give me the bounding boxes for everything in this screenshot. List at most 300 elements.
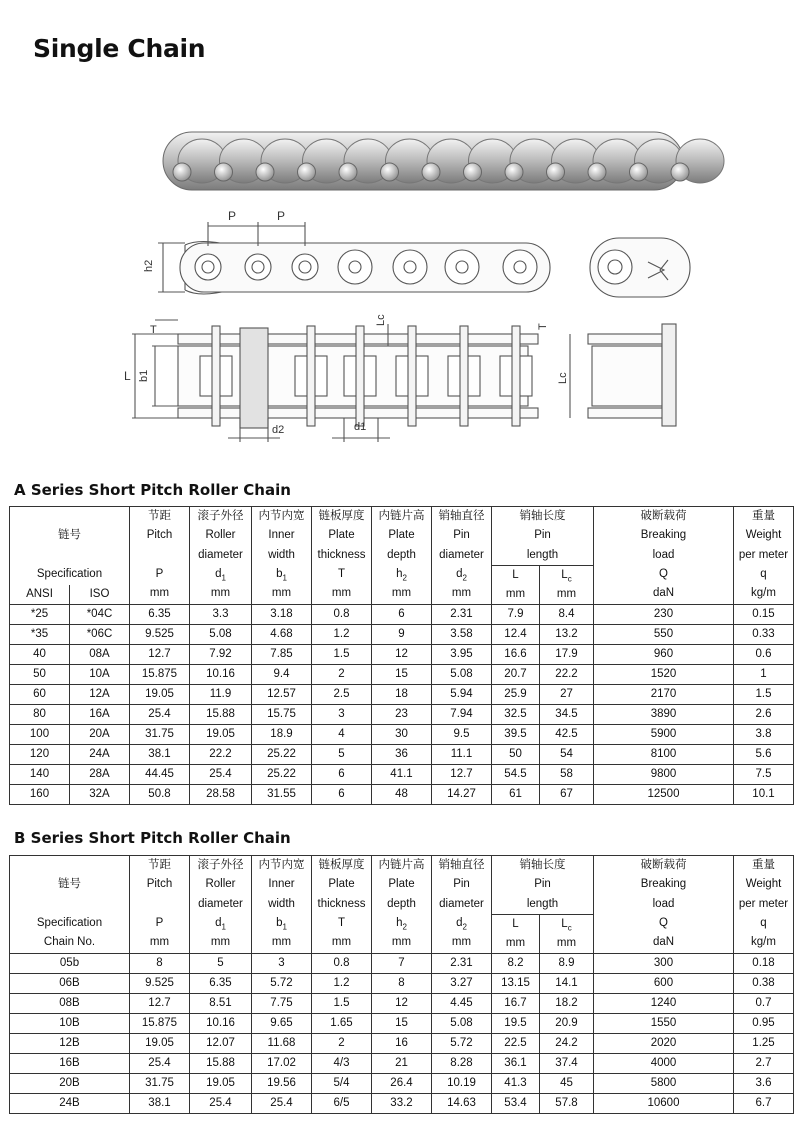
table-row — [10, 1034, 794, 1054]
table-cell: 140 — [10, 765, 70, 785]
header-load-sym: Q — [659, 567, 668, 580]
header-Lc-unit: mm — [556, 937, 577, 950]
header-col-en2: depth — [387, 548, 416, 561]
table-cell: 0.95 — [734, 1014, 794, 1034]
table-cell: 15.875 — [130, 1014, 190, 1034]
table-cell: 1.2 — [312, 625, 372, 645]
header-col-unit: mm — [210, 936, 231, 949]
header-col-4 — [372, 856, 432, 954]
header-col-en2: depth — [387, 897, 416, 910]
table-cell: 2.31 — [432, 954, 492, 974]
table-cell: 33.2 — [372, 1094, 432, 1114]
header-Lc-sym: $L_c$ — [561, 917, 572, 933]
side-pin — [456, 261, 468, 273]
table-cell: 9.525 — [130, 625, 190, 645]
table-cell: 20A — [70, 725, 130, 745]
table-cell: 1 — [734, 665, 794, 685]
header-col-en1: Plate — [328, 529, 355, 542]
table-cell: 34.5 — [540, 705, 594, 725]
header-chain-no: Chain No. — [43, 936, 96, 949]
table-cell: 08A — [70, 645, 130, 665]
table-cell: 2.6 — [734, 705, 794, 725]
header-load-sym: Q — [659, 916, 668, 929]
table-cell: 0.33 — [734, 625, 794, 645]
table-row — [10, 954, 794, 974]
header-col-en1: Inner — [268, 529, 295, 542]
side-pin — [202, 261, 214, 273]
pitch-label-2: P — [277, 209, 286, 223]
table-cell: 5.08 — [432, 665, 492, 685]
header-Lc-unit: mm — [556, 588, 577, 601]
table-cell: 17.9 — [540, 645, 594, 665]
header-weight-sym: q — [760, 567, 767, 580]
table-cell: 26.4 — [372, 1074, 432, 1094]
table-cell: 20B — [10, 1074, 130, 1094]
chain-pin — [422, 163, 440, 181]
header-col-unit: mm — [391, 587, 412, 600]
table-cell: 9.5 — [432, 725, 492, 745]
header-pin-en2: length — [526, 548, 559, 561]
table-cell: 61 — [492, 785, 540, 805]
table-cell: 2 — [312, 665, 372, 685]
table-cell: 8.9 — [540, 954, 594, 974]
table-cell: 44.45 — [130, 765, 190, 785]
table-cell: 15.75 — [252, 705, 312, 725]
table-row — [10, 974, 794, 994]
table-cell: 12.7 — [130, 994, 190, 1014]
table-cell: 10B — [10, 1014, 130, 1034]
table-cell: 31.75 — [130, 1074, 190, 1094]
header-col-cn: 链板厚度 — [318, 859, 365, 871]
table-cell: 25.4 — [190, 765, 252, 785]
table-cell: 23 — [372, 705, 432, 725]
table-cell: 9.4 — [252, 665, 312, 685]
header-col-en2: diameter — [439, 897, 484, 910]
table-cell: 30 — [372, 725, 432, 745]
header-col-en2 — [130, 546, 189, 565]
table-cell: 8.28 — [432, 1054, 492, 1074]
table-cell: 24B — [10, 1094, 130, 1114]
page-title: Single Chain — [33, 34, 206, 63]
header-col-unit: mm — [331, 936, 352, 949]
chain-pin — [588, 163, 606, 181]
table-cell: 3 — [252, 954, 312, 974]
table-cell: 16.6 — [492, 645, 540, 665]
table-cell: 4 — [312, 725, 372, 745]
top-pin — [212, 326, 220, 426]
table-cell: 1550 — [594, 1014, 734, 1034]
table-cell: 15.88 — [190, 705, 252, 725]
header-col-en2: width — [268, 897, 295, 910]
b1-label: b1 — [138, 369, 150, 382]
t-right-label: T — [537, 323, 549, 330]
header-col-en1: Inner — [268, 878, 295, 891]
table-cell: 25.4 — [130, 1054, 190, 1074]
table-cell: *04C — [70, 605, 130, 625]
table-cell: 19.5 — [492, 1014, 540, 1034]
table-cell: 32.5 — [492, 705, 540, 725]
header-col-cn: 滚子外径 — [197, 510, 244, 522]
table-cell: 12 — [372, 645, 432, 665]
table-cell: 25.22 — [252, 765, 312, 785]
table-cell: 24A — [70, 745, 130, 765]
table-cell: 7.9 — [492, 605, 540, 625]
table-row — [10, 725, 794, 745]
table-cell: 50 — [492, 745, 540, 765]
chain-pin — [464, 163, 482, 181]
table-cell: 7.5 — [734, 765, 794, 785]
table-cell: 1520 — [594, 665, 734, 685]
chain-diagram — [0, 120, 800, 450]
header-col-sym: $d_1$ — [215, 916, 226, 932]
table-cell: 3 — [312, 705, 372, 725]
header-weight-en1: Weight — [745, 529, 782, 542]
table-cell: 50 — [10, 665, 70, 685]
header-col-5 — [432, 507, 492, 605]
header-col-2 — [252, 856, 312, 954]
table-cell: 7.92 — [190, 645, 252, 665]
header-col-sym: $d_2$ — [456, 916, 467, 932]
table-cell: 120 — [10, 745, 70, 765]
table-row — [10, 994, 794, 1014]
table-cell: 10.16 — [190, 665, 252, 685]
table-cell: 41.3 — [492, 1074, 540, 1094]
table-cell: 39.5 — [492, 725, 540, 745]
table-cell: *25 — [10, 605, 70, 625]
top-pin — [460, 326, 468, 426]
table-row — [10, 745, 794, 765]
header-col-3 — [312, 507, 372, 605]
header-col-sym: P — [155, 567, 164, 580]
table-cell: 10600 — [594, 1094, 734, 1114]
header-code — [10, 856, 130, 954]
table-cell: 12.57 — [252, 685, 312, 705]
side-pin — [252, 261, 264, 273]
header-col-cn: 销轴直径 — [438, 510, 485, 522]
table-cell: 1.5 — [734, 685, 794, 705]
table-cell: *06C — [70, 625, 130, 645]
header-L-unit: mm — [505, 937, 526, 950]
table-cell: 9.525 — [130, 974, 190, 994]
table-cell: 19.56 — [252, 1074, 312, 1094]
header-pin-length — [492, 507, 594, 566]
table-row — [10, 785, 794, 805]
header-col-unit: mm — [451, 587, 472, 600]
table-cell: 22.2 — [190, 745, 252, 765]
table-cell: 8100 — [594, 745, 734, 765]
table-cell: 8 — [372, 974, 432, 994]
table-cell: 32A — [70, 785, 130, 805]
table-cell: 12B — [10, 1034, 130, 1054]
table-cell: 18 — [372, 685, 432, 705]
header-col-3 — [312, 856, 372, 954]
header-load-en2: load — [652, 548, 675, 561]
table-cell: 12 — [372, 994, 432, 1014]
header-col-en2: thickness — [317, 897, 366, 910]
table-cell: 3890 — [594, 705, 734, 725]
header-weight-sym: q — [760, 916, 767, 929]
table-cell: 3.18 — [252, 605, 312, 625]
header-col-en2: diameter — [198, 897, 243, 910]
table-row — [10, 665, 794, 685]
header-col-en1: Roller — [205, 878, 236, 891]
table-row — [10, 1074, 794, 1094]
header-code — [10, 507, 130, 586]
table-cell: 9 — [372, 625, 432, 645]
table-row — [10, 1094, 794, 1114]
table-cell: 60 — [10, 685, 70, 705]
chain-pin — [547, 163, 565, 181]
header-col-en2 — [130, 895, 189, 914]
header-code-cn: 链号 — [58, 878, 81, 891]
table-cell: 2170 — [594, 685, 734, 705]
header-pin-en2: length — [526, 897, 559, 910]
top-pin — [512, 326, 520, 426]
table-cell: 54.5 — [492, 765, 540, 785]
header-col-4 — [372, 507, 432, 605]
table-cell: 13.2 — [540, 625, 594, 645]
table-cell: 1.2 — [312, 974, 372, 994]
header-load-cn: 破断载荷 — [640, 859, 687, 871]
header-col-cn: 链板厚度 — [318, 510, 365, 522]
table-cell: 12500 — [594, 785, 734, 805]
header-col-en1: Plate — [388, 529, 415, 542]
table-cell: 12A — [70, 685, 130, 705]
header-col-unit: mm — [149, 587, 170, 600]
table-cell: 28A — [70, 765, 130, 785]
table-cell: 7.75 — [252, 994, 312, 1014]
table-row — [10, 705, 794, 725]
table-cell: 3.95 — [432, 645, 492, 665]
chain-pin — [256, 163, 274, 181]
header-L — [492, 914, 540, 954]
side-pin — [349, 261, 361, 273]
header-col-unit: mm — [149, 936, 170, 949]
table-cell: 15.875 — [130, 665, 190, 685]
header-blank-2 — [10, 546, 129, 565]
header-load-en1: Breaking — [640, 878, 687, 891]
table-cell: 13.15 — [492, 974, 540, 994]
table-cell: 8.4 — [540, 605, 594, 625]
d1-label: d1 — [354, 421, 367, 433]
header-col-sym: $b_1$ — [276, 567, 287, 583]
table-cell: 8 — [130, 954, 190, 974]
table-cell: 5800 — [594, 1074, 734, 1094]
table-b-series — [9, 855, 794, 1114]
table-cell: 40 — [10, 645, 70, 665]
table-cell: 5 — [312, 745, 372, 765]
header-col-unit: mm — [331, 587, 352, 600]
header-L — [492, 565, 540, 605]
table-cell: 12.07 — [190, 1034, 252, 1054]
table-cell: 3.58 — [432, 625, 492, 645]
table-cell: 27 — [540, 685, 594, 705]
table-cell: 12.7 — [432, 765, 492, 785]
header-L-sym: L — [512, 568, 519, 581]
header-weight-en2: per meter — [738, 548, 789, 561]
header-col-en1: Pin — [453, 529, 470, 542]
header-load-en2: load — [652, 897, 675, 910]
header-col-sym: $h_2$ — [396, 567, 407, 583]
header-col-unit: mm — [210, 587, 231, 600]
header-col-0 — [130, 507, 190, 605]
table-cell: 1240 — [594, 994, 734, 1014]
header-pin-en1: Pin — [534, 529, 551, 542]
table-cell: 16 — [372, 1034, 432, 1054]
header-col-cn: 内链片高 — [378, 510, 425, 522]
table-cell: 19.05 — [190, 725, 252, 745]
chain-pin — [671, 163, 689, 181]
table-cell: 2.5 — [312, 685, 372, 705]
header-col-sym: $b_1$ — [276, 916, 287, 932]
header-ansi: ANSI — [10, 585, 70, 605]
table-cell: 0.8 — [312, 605, 372, 625]
table-cell: 6.35 — [190, 974, 252, 994]
table-cell: 15.88 — [190, 1054, 252, 1074]
table-cell: 3.3 — [190, 605, 252, 625]
table-cell: 18.2 — [540, 994, 594, 1014]
table-cell: *35 — [10, 625, 70, 645]
table-cell: 16A — [70, 705, 130, 725]
table-cell: 14.1 — [540, 974, 594, 994]
table-cell: 19.05 — [130, 1034, 190, 1054]
header-load-unit: daN — [652, 936, 675, 949]
table-cell: 6.35 — [130, 605, 190, 625]
table-cell: 5900 — [594, 725, 734, 745]
header-col-cn: 内节内宽 — [258, 510, 305, 522]
header-col-en2: diameter — [198, 548, 243, 561]
table-cell: 4000 — [594, 1054, 734, 1074]
header-col-en1: Plate — [388, 878, 415, 891]
chain-pin — [215, 163, 233, 181]
header-iso: ISO — [70, 585, 130, 605]
header-weight-en1: Weight — [745, 878, 782, 891]
header-col-cn: 内节内宽 — [258, 859, 305, 871]
header-weight-unit: kg/m — [751, 587, 776, 600]
table-cell: 5.08 — [432, 1014, 492, 1034]
section-a-title: A Series Short Pitch Roller Chain — [14, 481, 291, 499]
table-cell: 19.05 — [190, 1074, 252, 1094]
table-cell: 14.63 — [432, 1094, 492, 1114]
table-cell: 2.7 — [734, 1054, 794, 1074]
table-cell: 5.72 — [432, 1034, 492, 1054]
table-cell: 38.1 — [130, 745, 190, 765]
table-cell: 24.2 — [540, 1034, 594, 1054]
header-col-unit: mm — [391, 936, 412, 949]
t-left-label: T — [150, 324, 157, 336]
table-cell: 0.7 — [734, 994, 794, 1014]
header-code-cn: 链号 — [58, 529, 81, 542]
table-cell: 45 — [540, 1074, 594, 1094]
section-b-title: B Series Short Pitch Roller Chain — [14, 829, 291, 847]
table-cell: 1.25 — [734, 1034, 794, 1054]
chain-pin — [381, 163, 399, 181]
table-cell: 36.1 — [492, 1054, 540, 1074]
table-cell: 600 — [594, 974, 734, 994]
header-L-sym: L — [512, 917, 519, 930]
header-col-en1: Pitch — [146, 878, 173, 891]
table-cell: 11.1 — [432, 745, 492, 765]
table-cell: 1.5 — [312, 645, 372, 665]
header-col-sym: $d_2$ — [456, 567, 467, 583]
table-cell: 06B — [10, 974, 130, 994]
l-label: L — [124, 369, 131, 383]
table-cell: 67 — [540, 785, 594, 805]
header-blank — [10, 507, 129, 526]
table-cell: 20.7 — [492, 665, 540, 685]
header-col-en1: Pitch — [146, 529, 173, 542]
header-col-sym: $h_2$ — [396, 916, 407, 932]
table-cell: 6.7 — [734, 1094, 794, 1114]
table-cell: 5.6 — [734, 745, 794, 765]
table-cell: 18.9 — [252, 725, 312, 745]
side-pin — [514, 261, 526, 273]
table-cell: 230 — [594, 605, 734, 625]
table-cell: 25.4 — [252, 1094, 312, 1114]
header-L-unit: mm — [505, 588, 526, 601]
table-cell: 48 — [372, 785, 432, 805]
table-cell: 3.8 — [734, 725, 794, 745]
chain-pin — [298, 163, 316, 181]
chain-top-view — [132, 320, 676, 442]
table-cell: 16B — [10, 1054, 130, 1074]
header-col-cn: 内链片高 — [378, 859, 425, 871]
table-cell: 31.55 — [252, 785, 312, 805]
header-weight-cn: 重量 — [752, 859, 775, 871]
table-row — [10, 765, 794, 785]
header-col-en2: thickness — [317, 548, 366, 561]
header-load — [594, 507, 734, 605]
chain-pin — [630, 163, 648, 181]
header-blank-2 — [10, 895, 129, 914]
table-cell: 16.7 — [492, 994, 540, 1014]
table-cell: 54 — [540, 745, 594, 765]
side-pin — [404, 261, 416, 273]
header-spec: Specification — [36, 916, 103, 929]
table-cell: 6 — [372, 605, 432, 625]
header-weight-en2: per meter — [738, 897, 789, 910]
header-col-2 — [252, 507, 312, 605]
table-cell: 5.08 — [190, 625, 252, 645]
table-cell: 10.16 — [190, 1014, 252, 1034]
side-pin — [299, 261, 311, 273]
table-cell: 4.68 — [252, 625, 312, 645]
header-col-sym: $d_1$ — [215, 567, 226, 583]
table-cell: 50.8 — [130, 785, 190, 805]
header-blank — [10, 856, 129, 875]
header-col-cn: 滚子外径 — [197, 859, 244, 871]
header-col-en2: diameter — [439, 548, 484, 561]
table-cell: 0.38 — [734, 974, 794, 994]
header-load-en1: Breaking — [640, 529, 687, 542]
table-cell: 0.18 — [734, 954, 794, 974]
header-spec: Specification — [36, 567, 103, 580]
table-cell: 11.68 — [252, 1034, 312, 1054]
table-cell: 15 — [372, 665, 432, 685]
table-cell: 42.5 — [540, 725, 594, 745]
header-load-unit: daN — [652, 587, 675, 600]
table-cell: 25.4 — [190, 1094, 252, 1114]
table-cell: 5 — [190, 954, 252, 974]
table-cell: 21 — [372, 1054, 432, 1074]
header-Lc — [540, 565, 594, 605]
table-cell: 6/5 — [312, 1094, 372, 1114]
table-cell: 960 — [594, 645, 734, 665]
header-weight — [734, 856, 794, 954]
table-cell: 300 — [594, 954, 734, 974]
header-weight-unit: kg/m — [751, 936, 776, 949]
header-col-en1: Roller — [205, 529, 236, 542]
